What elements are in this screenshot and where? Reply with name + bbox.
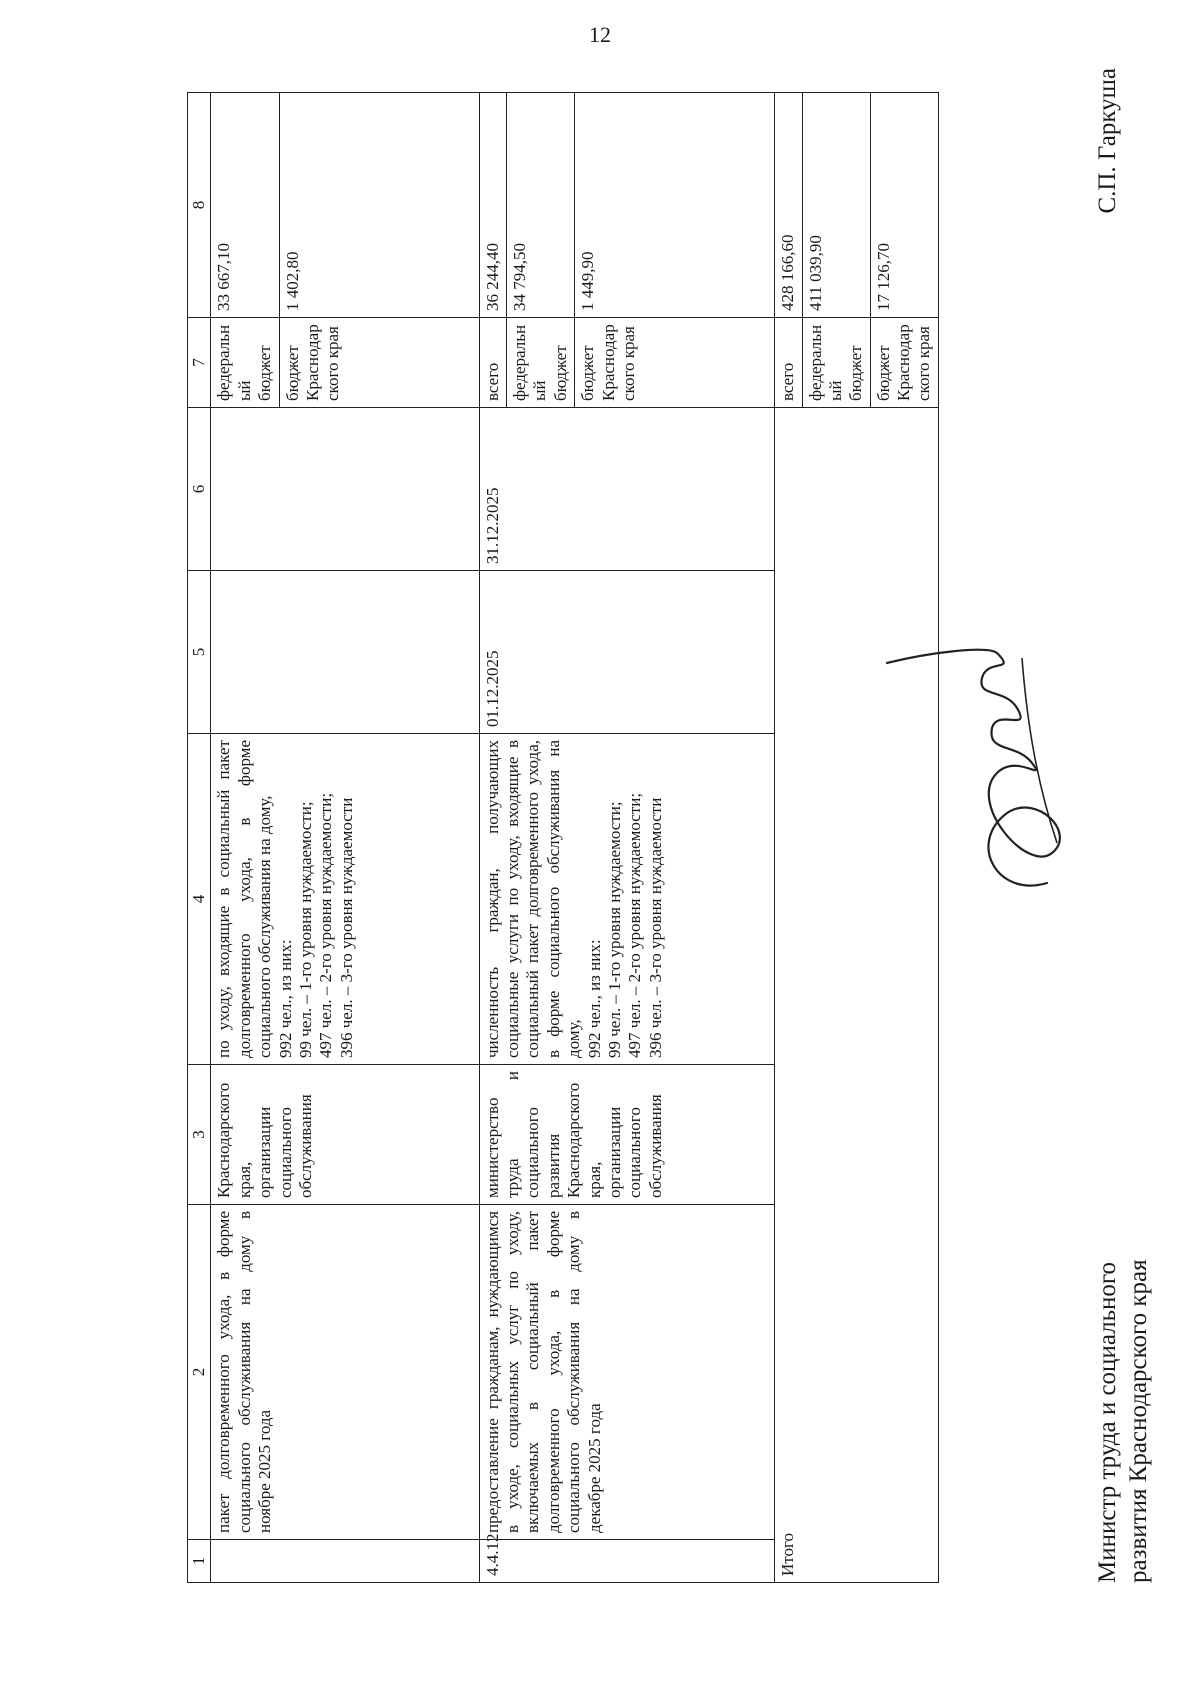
total-label: Итого <box>775 408 939 1583</box>
start-date-cell: 01.12.2025 <box>479 571 775 734</box>
column-header: 4 <box>188 734 211 1065</box>
result-line: по уходу, входящие в социальный пакет долговременного ухода, в форме социального обслуживания на дому, <box>214 740 275 1058</box>
end-date-cell <box>211 408 479 571</box>
source-amount: 36 244,40 <box>479 93 506 318</box>
result-cell <box>479 734 775 1065</box>
column-header: 5 <box>188 571 211 734</box>
column-header: 1 <box>188 1540 211 1583</box>
position-line: развития Краснодарского края <box>1125 1259 1153 1583</box>
page-number: 12 <box>589 22 611 47</box>
executor-cell: министерство труда и социального развития Краснодарского края, организации социального обслуживания <box>479 1065 775 1205</box>
result-line: численность граждан, получающих социальные услуги по уходу, входящие в социальный пакет долговременного ухода, в форме социального обслуживания на дому, <box>482 740 584 1058</box>
source-amount: 1 449,90 <box>575 93 775 318</box>
activities-table <box>187 92 939 1583</box>
source-label: бюджет Краснодарского края <box>575 318 775 408</box>
source-label: всего <box>775 318 802 408</box>
result-line: 992 чел., из них: <box>584 939 604 1058</box>
result-line: 497 чел. – 2-го уровня нуждаемости; <box>316 792 336 1058</box>
result-line: 992 чел., из них: <box>275 939 295 1058</box>
source-label: федеральный бюджет <box>211 318 279 408</box>
source-amount: 411 039,90 <box>802 93 870 318</box>
signatory-position <box>1092 1259 1155 1583</box>
result-line: 497 чел. – 2-го уровня нуждаемости; <box>625 792 645 1058</box>
column-header: 3 <box>188 1065 211 1205</box>
source-amount: 17 126,70 <box>870 93 938 318</box>
source-label: федеральный бюджет <box>506 318 574 408</box>
result-cell <box>211 734 479 1065</box>
result-line: 99 чел. – 1-го уровня нуждаемости; <box>604 801 624 1058</box>
measure-cell: пакет долговременного ухода, в форме социального обслуживания на дому в ноябре 2025 года <box>211 1205 479 1540</box>
rotated-landscape-page <box>187 68 1197 1583</box>
position-line: Министр труда и социального <box>1094 1261 1121 1583</box>
signatory-name: С.П. Гаркуша <box>1094 68 1121 214</box>
source-label: федеральный бюджет <box>802 318 870 408</box>
column-header: 8 <box>188 93 211 318</box>
source-amount: 428 166,60 <box>775 93 802 318</box>
total-row <box>775 93 802 1583</box>
source-label: всего <box>479 318 506 408</box>
signature-underline <box>1022 658 1057 843</box>
start-date-cell <box>211 571 479 734</box>
measure-cell: предоставление гражданам, нуждающимся в уходе, социальных услуг по уходу, включаемых в социальный пакет долговременного ухода, в форме социального обслуживания на дому в декабре 2025 года <box>479 1205 775 1540</box>
row-number <box>211 1540 479 1583</box>
source-amount: 1 402,80 <box>279 93 479 318</box>
row-number: 4.4.12 <box>479 1540 775 1583</box>
source-label: бюджет Краснодарского края <box>279 318 479 408</box>
result-line: 99 чел. – 1-го уровня нуждаемости; <box>295 801 315 1058</box>
handwritten-signature <box>847 643 1097 903</box>
source-amount: 34 794,50 <box>506 93 574 318</box>
column-header: 7 <box>188 318 211 408</box>
table-header-row <box>188 93 211 1583</box>
signature-stroke <box>887 650 1060 886</box>
column-header: 2 <box>188 1205 211 1540</box>
executor-cell: Краснодарского края, организации социального обслуживания <box>211 1065 479 1205</box>
table-row <box>479 93 506 1583</box>
result-line: 396 чел. – 3-го уровня нуждаемости <box>645 797 665 1058</box>
source-label: бюджет Краснодарского края <box>870 318 938 408</box>
result-line: 396 чел. – 3-го уровня нуждаемости <box>336 797 356 1058</box>
source-amount: 33 667,10 <box>211 93 279 318</box>
column-header: 6 <box>188 408 211 571</box>
end-date-cell: 31.12.2025 <box>479 408 775 571</box>
table-row <box>211 93 279 1583</box>
